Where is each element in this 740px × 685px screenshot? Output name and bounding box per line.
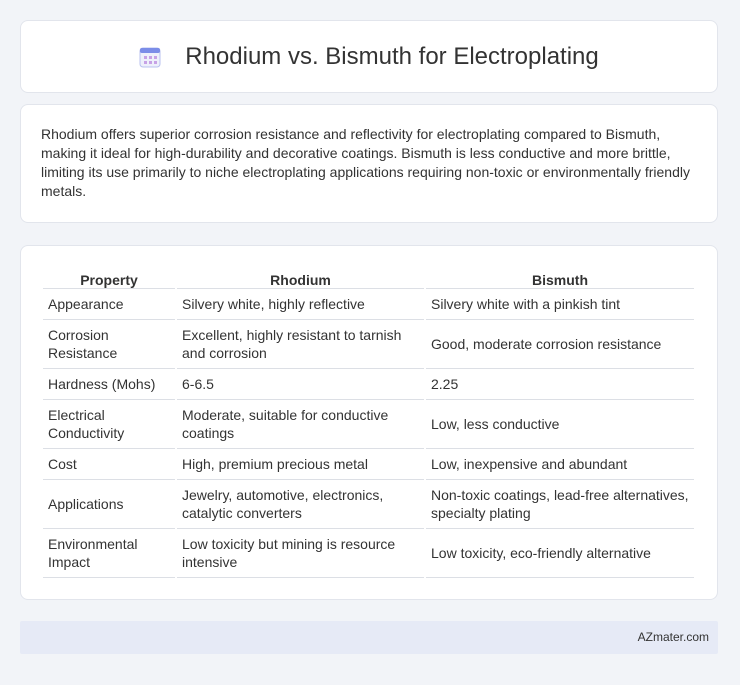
footer-brand: AZmater.com <box>637 630 709 644</box>
cell-rhodium: Low toxicity but mining is resource intensive <box>177 529 424 578</box>
summary-text: Rhodium offers superior corrosion resistance and reflectivity for electroplating compared to Bismuth, making it ideal for high-durability and decorative coatings. Bismuth is less conductive and more brittle, limiting its use primarily to niche electroplating applications requiring non-toxic or environmentally friendly metals. <box>41 126 690 199</box>
comparison-card <box>20 245 718 600</box>
table-row <box>43 529 694 578</box>
table-row <box>43 449 694 480</box>
calendar-icon <box>139 46 161 68</box>
cell-property: Electrical Conductivity <box>43 400 175 449</box>
cell-bismuth: Good, moderate corrosion resistance <box>426 320 694 369</box>
table-header-row <box>43 266 694 289</box>
cell-property: Environmental Impact <box>43 529 175 578</box>
table-row <box>43 480 694 529</box>
header-property: Property <box>43 266 175 289</box>
comparison-table <box>41 266 696 578</box>
cell-property: Cost <box>43 449 175 480</box>
header-bismuth: Bismuth <box>426 266 694 289</box>
cell-rhodium: Excellent, highly resistant to tarnish and corrosion <box>177 320 424 369</box>
cell-bismuth: Low toxicity, eco-friendly alternative <box>426 529 694 578</box>
cell-rhodium: High, premium precious metal <box>177 449 424 480</box>
cell-rhodium: Moderate, suitable for conductive coatings <box>177 400 424 449</box>
cell-rhodium: Jewelry, automotive, electronics, catalytic converters <box>177 480 424 529</box>
title-card <box>20 20 718 93</box>
footer-bar <box>20 621 718 654</box>
cell-bismuth: 2.25 <box>426 369 694 400</box>
summary-card <box>20 104 718 223</box>
header-rhodium: Rhodium <box>177 266 424 289</box>
cell-property: Appearance <box>43 289 175 320</box>
cell-bismuth: Non-toxic coatings, lead-free alternatives, specialty plating <box>426 480 694 529</box>
cell-rhodium: 6-6.5 <box>177 369 424 400</box>
table-row <box>43 400 694 449</box>
cell-bismuth: Low, less conductive <box>426 400 694 449</box>
cell-bismuth: Low, inexpensive and abundant <box>426 449 694 480</box>
cell-bismuth: Silvery white with a pinkish tint <box>426 289 694 320</box>
table-row <box>43 320 694 369</box>
page-title: Rhodium vs. Bismuth for Electroplating <box>185 42 599 70</box>
table-row <box>43 369 694 400</box>
cell-property: Hardness (Mohs) <box>43 369 175 400</box>
cell-property: Applications <box>43 480 175 529</box>
cell-property: Corrosion Resistance <box>43 320 175 369</box>
cell-rhodium: Silvery white, highly reflective <box>177 289 424 320</box>
table-row <box>43 289 694 320</box>
